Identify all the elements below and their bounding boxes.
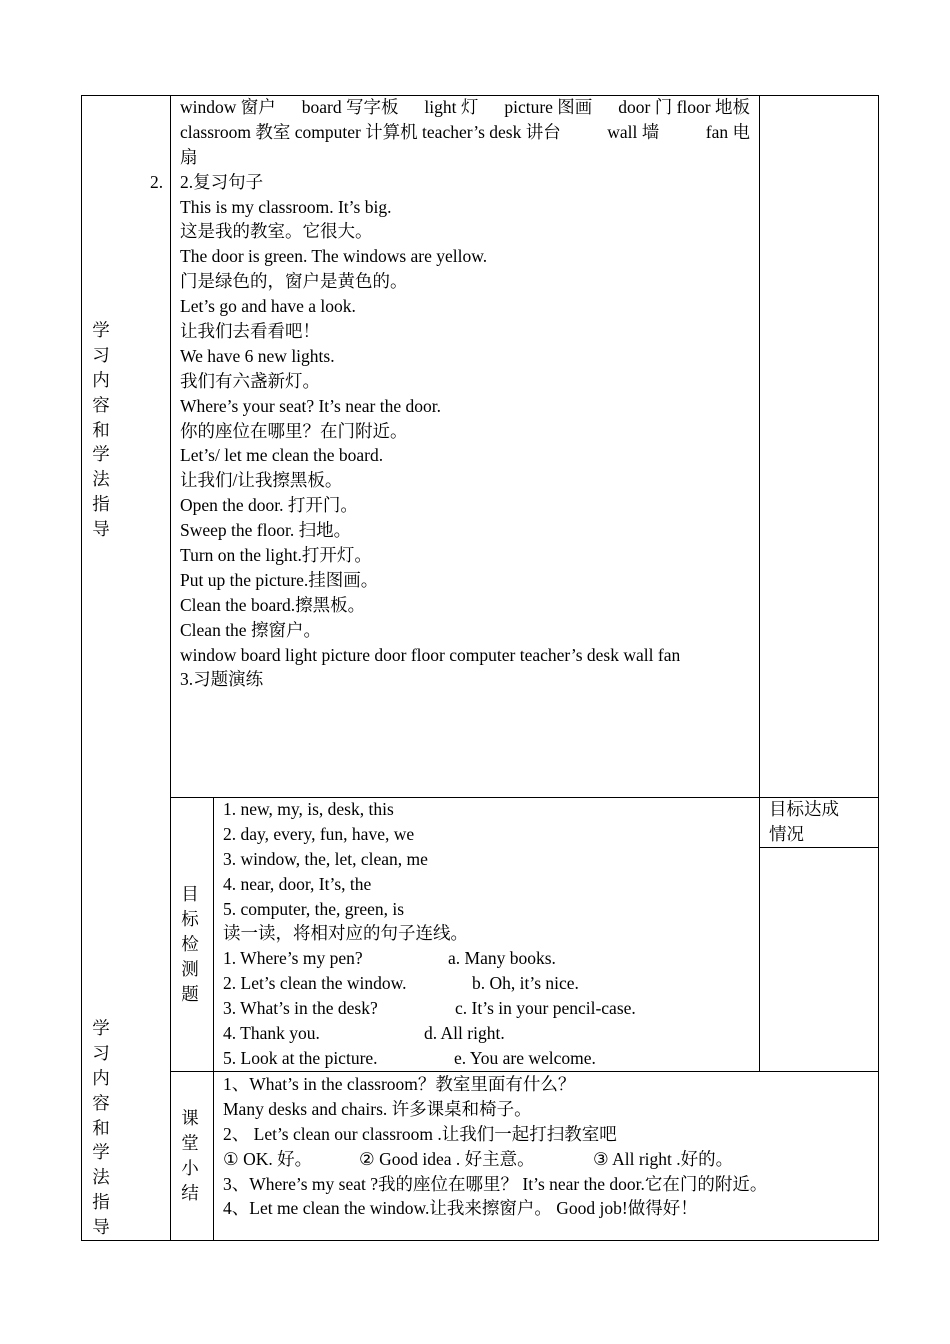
column-divider-2 [759,95,760,1072]
goal-row-divider [759,847,879,848]
test-label: 目 标 检 测 题 [181,884,199,1004]
reorder-item: 1. new, my, is, desk, this [223,799,394,819]
vocab-line-2: classroom 教室 computer 计算机 teacher’s desk 讲台 wall 墙 fan 电 [180,121,750,142]
sentence-line: 你的座位在哪里？在门附近。 [180,420,408,441]
summary-line: 2、 Let’s clean our classroom .让我们一起打扫教室吧 [223,1123,617,1144]
sentence-line: Where’s your seat? It’s near the door. [180,395,441,416]
column-divider-3 [213,797,214,1241]
vocab-line-1: window 窗户 board 写字板 light 灯 picture 图画 door 门 floor 地板 [180,97,750,117]
sentence-line: Clean the board.擦黑板。 [180,594,366,615]
summary-label: 课 堂 小 结 [181,1108,199,1203]
sentence-line: Turn on the light.打开灯。 [180,545,372,566]
reorder-item: 5. computer, the, green, is [223,898,405,919]
sentence-line: We have 6 new lights. [180,345,335,366]
side-label-bottom: 学 习 内 容 和 学 法 指 导 [92,1018,110,1238]
test-content [223,797,636,1071]
sentence-line: Let’s/ let me clean the board. [180,445,384,466]
item-number: 2. [150,172,164,192]
review-heading: 2.复习句子 [180,171,264,192]
sentence-line: This is my classroom. It’s big. [180,196,392,217]
summary-line: Many desks and chairs. 许多课桌和椅子。 [223,1098,532,1119]
sentence-line: 让我们去看看吧！ [180,321,320,342]
sentence-line: 这是我的教室。它很大。 [180,221,373,242]
summary-line: 1、What’s in the classroom？教室里面有什么？ [223,1074,576,1094]
reorder-item: 4. near, door, It’s, the [223,873,372,894]
column-divider-1 [170,95,171,1241]
top-content [180,95,750,692]
sentence-line: Put up the picture.挂图画。 [180,569,379,590]
side-label-top: 学 习 内 容 和 学 法 指 导 [92,320,110,540]
match-instruction: 读一读，将相对应的句子连线。 [223,923,468,944]
table-right-border [878,95,879,1241]
sentence-line: The door is green. The windows are yellow. [180,246,488,267]
sentence-line: Clean the 擦窗户。 [180,619,321,640]
table-bottom-border [81,1240,879,1241]
exercise-heading: 3.习题演练 [180,669,264,690]
summary-line: 3、Where’s my seat ?我的座位在哪里？ It’s near the door.它在门的附近。 [223,1173,768,1194]
match-pair: 2. Let’s clean the window. b. Oh, it’s nice. [223,973,579,994]
match-pair: 5. Look at the picture. e. You are welcome. [223,1047,596,1068]
sentence-line: Open the door. 打开门。 [180,495,358,516]
match-pair: 3. What’s in the desk? c. It’s in your pencil-case. [223,998,636,1019]
sentence-line: 我们有六盏新灯。 [180,370,320,391]
reorder-item: 3. window, the, let, clean, me [223,848,428,869]
goal-label: 目标达成 情况 [769,799,839,844]
reorder-item: 2. day, every, fun, have, we [223,823,415,844]
vocab-line-3: 扇 [180,146,198,167]
summary-content [223,1072,767,1221]
sentence-line: Sweep the floor. 扫地。 [180,520,352,541]
sentence-line: 让我们/让我擦黑板。 [180,470,343,491]
match-pair: 4. Thank you. d. All right. [223,1023,505,1044]
sentence-line: Let’s go and have a look. [180,296,356,317]
summary-line: 4、Let me clean the window.让我来擦窗户。 Good job!做得好！ [223,1198,698,1219]
table-left-border [81,95,82,1241]
sentence-line: 门是绿色的，窗户是黄色的。 [180,271,408,292]
summary-options: ① OK. 好。 ② Good idea . 好主意。 ③ All right .好的。 [223,1148,734,1169]
word-list-line: window board light picture door floor computer teacher’s desk wall fan [180,644,681,665]
match-pair: 1. Where’s my pen? a. Many books. [223,948,556,969]
